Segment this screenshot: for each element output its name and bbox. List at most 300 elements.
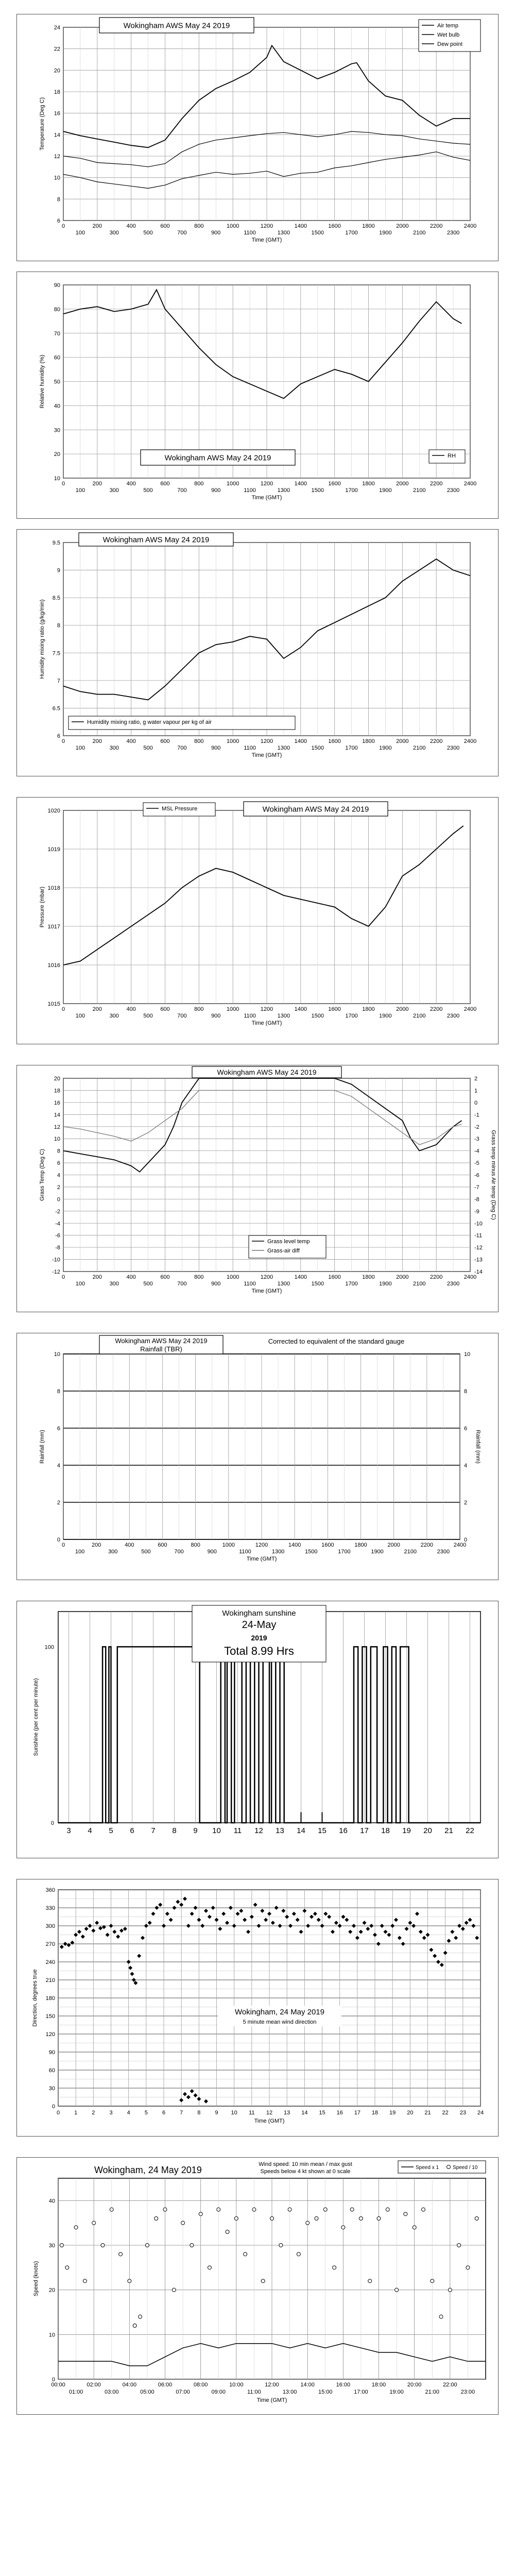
x-tick-label: 2200 bbox=[430, 481, 443, 487]
x-tick-label: 13:00 bbox=[282, 2389, 297, 2395]
y-tick-label: 1017 bbox=[47, 924, 60, 930]
speed-point bbox=[92, 2221, 96, 2225]
speed-point bbox=[297, 2252, 300, 2256]
y-tick-label: 150 bbox=[45, 2013, 55, 2020]
x-tick-label: 700 bbox=[174, 1549, 184, 1555]
y-tick-label: 20 bbox=[54, 1076, 60, 1082]
speed-point bbox=[404, 2212, 407, 2216]
x-tick-label: 1700 bbox=[338, 1549, 351, 1555]
x-tick-label: 800 bbox=[194, 1006, 204, 1012]
x-tick-label: 1900 bbox=[379, 745, 392, 751]
x-tick-label: 21:00 bbox=[425, 2389, 440, 2395]
legend-swatch bbox=[447, 2165, 451, 2169]
speed-point bbox=[74, 2226, 78, 2229]
x-tick-label: 02:00 bbox=[87, 2382, 101, 2388]
panel-wind-speed bbox=[16, 2157, 499, 2415]
y-tick-label: 7.5 bbox=[52, 650, 60, 657]
x-tick-label: 400 bbox=[125, 1542, 134, 1548]
chart-subtitle: Rainfall (TBR) bbox=[140, 1345, 182, 1353]
y2-tick-label: -7 bbox=[474, 1184, 479, 1191]
chart-note: Speeds below 4 kt shown at 0 scale bbox=[260, 2168, 351, 2175]
panel-wind-direction bbox=[16, 1879, 499, 2137]
x-tick-label: 10:00 bbox=[229, 2382, 244, 2388]
speed-point bbox=[128, 2279, 131, 2283]
x-tick-label: 1000 bbox=[226, 223, 239, 229]
x-tick-label: 500 bbox=[143, 745, 153, 751]
x-tick-label: 19 bbox=[389, 2110, 396, 2116]
y-tick-label: 10 bbox=[48, 2332, 55, 2338]
x-tick-label: 2000 bbox=[387, 1542, 400, 1548]
x-tick-label: 700 bbox=[177, 1013, 187, 1019]
x-tick-label: 0 bbox=[61, 1274, 65, 1280]
x-tick-label: 900 bbox=[211, 1013, 221, 1019]
x-tick-label: 100 bbox=[75, 1013, 85, 1019]
y-tick-label: -4 bbox=[55, 1221, 60, 1227]
y-axis-label: Humidity mixing ratio (g/kg/min) bbox=[39, 599, 45, 679]
speed-point bbox=[288, 2208, 291, 2211]
x-tick-label: 24 bbox=[477, 2110, 484, 2116]
y-tick-label: 1015 bbox=[47, 1001, 60, 1007]
x-tick-label: 21 bbox=[424, 2110, 431, 2116]
x-tick-label: 12:00 bbox=[265, 2382, 279, 2388]
x-tick-label: 2100 bbox=[413, 1281, 426, 1287]
y-tick-label: 1020 bbox=[47, 808, 60, 814]
y-tick-label: 0 bbox=[57, 1196, 60, 1203]
x-tick-label: 1300 bbox=[277, 1013, 290, 1019]
x-tick-label: 13 bbox=[284, 2110, 290, 2116]
x-tick-label: 2400 bbox=[464, 738, 477, 744]
x-tick-label: 12 bbox=[254, 1826, 263, 1835]
y-tick-label: 180 bbox=[45, 1995, 55, 2002]
x-tick-label: 900 bbox=[207, 1549, 217, 1555]
x-tick-label: 22:00 bbox=[443, 2382, 457, 2388]
speed-point bbox=[181, 2221, 185, 2225]
y-tick-label: 9 bbox=[57, 567, 60, 574]
x-tick-label: 1000 bbox=[226, 738, 239, 744]
x-tick-label: 1600 bbox=[328, 1274, 341, 1280]
speed-point bbox=[199, 2212, 202, 2216]
chart-title: Wokingham AWS May 24 2019 bbox=[123, 21, 230, 30]
y-tick-label: 22 bbox=[54, 46, 60, 53]
x-tick-label: 600 bbox=[160, 1274, 170, 1280]
speed-point bbox=[226, 2230, 229, 2234]
y-tick-label: 20 bbox=[48, 2287, 55, 2294]
x-tick-label: 1300 bbox=[277, 487, 290, 494]
y2-tick-label: -14 bbox=[474, 1269, 483, 1275]
y-tick-label: 4 bbox=[57, 1463, 60, 1469]
x-tick-label: 2100 bbox=[404, 1549, 417, 1555]
panel-mixing-ratio bbox=[16, 529, 499, 776]
chart-title: Wokingham sunshine bbox=[222, 1609, 296, 1618]
y-tick-label: 120 bbox=[45, 2031, 55, 2038]
x-tick-label: 9 bbox=[193, 1826, 198, 1835]
chart-pressure bbox=[17, 798, 498, 1044]
x-tick-label: 300 bbox=[109, 1281, 119, 1287]
x-tick-label: 2300 bbox=[447, 1013, 460, 1019]
x-tick-label: 1900 bbox=[371, 1549, 384, 1555]
x-tick-label: 900 bbox=[211, 745, 221, 751]
speed-point bbox=[190, 2244, 194, 2247]
speed-point bbox=[65, 2266, 69, 2269]
x-tick-label: 400 bbox=[126, 738, 136, 744]
y-tick-label: 8 bbox=[57, 1148, 60, 1155]
x-tick-label: 2000 bbox=[396, 738, 409, 744]
x-tick-label: 14:00 bbox=[300, 2382, 315, 2388]
x-tick-label: 800 bbox=[194, 481, 204, 487]
y-tick-label: 14 bbox=[54, 1112, 60, 1118]
y-tick-label: 24 bbox=[54, 25, 60, 31]
x-axis-label: Time (GMT) bbox=[254, 2118, 285, 2124]
x-tick-label: 0 bbox=[61, 481, 65, 487]
x-axis-label: Time (GMT) bbox=[251, 752, 282, 758]
legend-label: Grass level temp bbox=[267, 1239, 310, 1245]
x-axis-label: Time (GMT) bbox=[251, 495, 282, 501]
speed-point bbox=[261, 2279, 265, 2283]
x-tick-label: 2100 bbox=[413, 1013, 426, 1019]
legend-label: MSL Pressure bbox=[162, 806, 198, 812]
speed-point bbox=[413, 2226, 416, 2229]
x-tick-label: 1400 bbox=[294, 1274, 307, 1280]
x-tick-label: 1800 bbox=[362, 738, 375, 744]
x-tick-label: 1200 bbox=[260, 223, 273, 229]
y-tick-label: 40 bbox=[54, 403, 60, 410]
x-tick-label: 2200 bbox=[430, 738, 443, 744]
x-tick-label: 7 bbox=[151, 1826, 156, 1835]
x-tick-label: 2400 bbox=[453, 1542, 467, 1548]
x-tick-label: 1600 bbox=[328, 1006, 341, 1012]
panel-sunshine bbox=[16, 1601, 499, 1858]
x-tick-label: 700 bbox=[177, 745, 187, 751]
speed-point bbox=[350, 2208, 354, 2211]
x-tick-label: 2300 bbox=[447, 745, 460, 751]
legend-label: Humidity mixing ratio, g water vapour per kg of air bbox=[87, 719, 212, 725]
y-tick-label: 30 bbox=[48, 2086, 55, 2092]
y2-tick-label: -5 bbox=[474, 1160, 479, 1167]
y2-axis-label: Rainfall (mm) bbox=[475, 1430, 481, 1464]
speed-point bbox=[377, 2217, 381, 2221]
speed-point bbox=[244, 2252, 247, 2256]
chart-mixing-ratio bbox=[17, 530, 498, 776]
x-tick-label: 15:00 bbox=[318, 2389, 333, 2395]
speed-point bbox=[60, 2244, 63, 2247]
x-tick-label: 1400 bbox=[294, 738, 307, 744]
x-tick-label: 08:00 bbox=[193, 2382, 208, 2388]
panel-pressure bbox=[16, 797, 499, 1044]
x-tick-label: 1100 bbox=[244, 487, 256, 494]
y-tick-label: 4 bbox=[57, 1172, 60, 1179]
x-tick-label: 9 bbox=[215, 2110, 218, 2116]
legend bbox=[429, 450, 465, 463]
x-tick-label: 20 bbox=[407, 2110, 414, 2116]
x-tick-label: 1500 bbox=[311, 745, 324, 751]
y-axis-label: Pressure (mbar) bbox=[39, 886, 45, 928]
legend-label: Air temp bbox=[437, 23, 458, 29]
x-tick-label: 03:00 bbox=[104, 2389, 119, 2395]
x-tick-label: 300 bbox=[109, 487, 119, 494]
x-tick-label: 500 bbox=[141, 1549, 151, 1555]
x-tick-label: 100 bbox=[75, 1549, 85, 1555]
x-tick-label: 1900 bbox=[379, 487, 392, 494]
y-tick-label: 1019 bbox=[47, 846, 60, 853]
x-tick-label: 09:00 bbox=[211, 2389, 226, 2395]
x-tick-label: 1500 bbox=[311, 487, 324, 494]
speed-point bbox=[83, 2279, 87, 2283]
speed-point bbox=[341, 2226, 345, 2229]
x-tick-label: 1500 bbox=[311, 230, 324, 236]
x-tick-label: 2200 bbox=[420, 1542, 434, 1548]
x-tick-label: 1000 bbox=[226, 481, 239, 487]
y-tick-label: 90 bbox=[48, 2049, 55, 2056]
y2-tick-label: -6 bbox=[474, 1172, 479, 1179]
x-tick-label: 800 bbox=[194, 223, 204, 229]
x-tick-label: 17:00 bbox=[354, 2389, 368, 2395]
panel-rainfall bbox=[16, 1333, 499, 1580]
x-tick-label: 300 bbox=[108, 1549, 118, 1555]
x-tick-label: 2 bbox=[92, 2110, 95, 2116]
y-axis-label: Temperature (Deg C) bbox=[39, 97, 45, 151]
x-tick-label: 16 bbox=[339, 1826, 348, 1835]
x-tick-label: 1100 bbox=[239, 1549, 251, 1555]
x-tick-label: 100 bbox=[75, 1281, 85, 1287]
chart-rainfall bbox=[17, 1333, 498, 1580]
x-tick-label: 600 bbox=[160, 223, 170, 229]
y2-tick-label: 6 bbox=[464, 1426, 468, 1432]
speed-point bbox=[421, 2208, 425, 2211]
chart-title: Wokingham AWS May 24 2019 bbox=[115, 1337, 208, 1345]
x-tick-label: 100 bbox=[75, 745, 85, 751]
x-tick-label: 1200 bbox=[260, 1006, 273, 1012]
x-tick-label: 1600 bbox=[321, 1542, 334, 1548]
y-tick-label: 18 bbox=[54, 89, 60, 95]
x-tick-label: 17 bbox=[360, 1826, 369, 1835]
y2-tick-label: 0 bbox=[474, 1099, 478, 1106]
x-tick-label: 2000 bbox=[396, 223, 409, 229]
y2-tick-label: -4 bbox=[474, 1148, 479, 1155]
x-tick-label: 500 bbox=[143, 487, 153, 494]
x-tick-label: 1200 bbox=[260, 738, 273, 744]
x-tick-label: 21 bbox=[444, 1826, 453, 1835]
x-tick-label: 01:00 bbox=[68, 2389, 83, 2395]
y-tick-label: 20 bbox=[54, 67, 60, 74]
y-tick-label: 360 bbox=[45, 1887, 55, 1893]
speed-point bbox=[172, 2288, 176, 2292]
x-tick-label: 1300 bbox=[277, 1281, 290, 1287]
speed-point bbox=[279, 2244, 283, 2247]
y2-tick-label: -13 bbox=[474, 1257, 483, 1263]
y-tick-label: 12 bbox=[54, 1124, 60, 1130]
x-tick-label: 2200 bbox=[430, 1006, 443, 1012]
y-tick-label: -6 bbox=[55, 1232, 60, 1239]
x-tick-label: 2000 bbox=[396, 481, 409, 487]
x-tick-label: 1600 bbox=[328, 223, 341, 229]
x-tick-label: 1800 bbox=[362, 1006, 375, 1012]
speed-point bbox=[395, 2288, 399, 2292]
speed-point bbox=[306, 2221, 310, 2225]
x-tick-label: 2400 bbox=[464, 223, 477, 229]
x-tick-label: 2000 bbox=[396, 1006, 409, 1012]
speed-point bbox=[386, 2208, 389, 2211]
x-tick-label: 2000 bbox=[396, 1274, 409, 1280]
x-tick-label: 11 bbox=[233, 1826, 242, 1835]
x-tick-label: 22 bbox=[466, 1826, 474, 1835]
x-tick-label: 1300 bbox=[277, 230, 290, 236]
chart-wind-direction bbox=[17, 1879, 498, 2136]
x-tick-label: 2100 bbox=[413, 745, 426, 751]
x-tick-label: 6 bbox=[162, 2110, 166, 2116]
x-tick-label: 1500 bbox=[311, 1013, 324, 1019]
y-tick-label: 16 bbox=[54, 1099, 60, 1106]
x-tick-label: 0 bbox=[61, 1006, 65, 1012]
x-tick-label: 0 bbox=[61, 1542, 65, 1548]
x-tick-label: 15 bbox=[319, 2110, 325, 2116]
y-tick-label: 6 bbox=[57, 1160, 60, 1167]
x-tick-label: 300 bbox=[109, 745, 119, 751]
x-tick-label: 800 bbox=[191, 1542, 200, 1548]
y-tick-label: 6.5 bbox=[52, 705, 60, 712]
x-tick-label: 7 bbox=[180, 2110, 183, 2116]
y-tick-label: 30 bbox=[48, 2243, 55, 2249]
chart-title: Wokingham AWS May 24 2019 bbox=[217, 1068, 317, 1077]
x-tick-label: 4 bbox=[127, 2110, 130, 2116]
x-tick-label: 14 bbox=[301, 2110, 308, 2116]
chart-year: 2019 bbox=[251, 1634, 267, 1642]
x-tick-label: 11 bbox=[249, 2110, 255, 2116]
x-tick-label: 1500 bbox=[311, 1281, 324, 1287]
y-tick-label: 40 bbox=[48, 2198, 55, 2205]
x-tick-label: 2400 bbox=[464, 481, 477, 487]
x-tick-label: 11:00 bbox=[247, 2389, 261, 2395]
x-tick-label: 2200 bbox=[430, 1274, 443, 1280]
x-tick-label: 1100 bbox=[244, 1013, 256, 1019]
chart-note: Corrected to equivalent of the standard gauge bbox=[268, 1337, 405, 1345]
panel-air-temperature bbox=[16, 14, 499, 261]
speed-point bbox=[101, 2244, 105, 2247]
y-tick-label: -12 bbox=[52, 1269, 60, 1275]
x-tick-label: 13 bbox=[276, 1826, 284, 1835]
y-tick-label: 60 bbox=[54, 354, 60, 361]
panel-grass-temperature bbox=[16, 1065, 499, 1312]
x-tick-label: 4 bbox=[88, 1826, 92, 1835]
x-tick-label: 1000 bbox=[226, 1274, 239, 1280]
x-tick-label: 1700 bbox=[345, 487, 358, 494]
y2-tick-label: -3 bbox=[474, 1136, 479, 1143]
x-tick-label: 20 bbox=[423, 1826, 432, 1835]
panel-relative-humidity bbox=[16, 272, 499, 519]
x-tick-label: 1900 bbox=[379, 1281, 392, 1287]
x-tick-label: 400 bbox=[126, 1006, 136, 1012]
x-tick-label: 500 bbox=[143, 1013, 153, 1019]
y-tick-label: 30 bbox=[54, 427, 60, 434]
x-tick-label: 17 bbox=[354, 2110, 360, 2116]
x-tick-label: 1600 bbox=[328, 481, 341, 487]
y-tick-label: 10 bbox=[54, 1351, 60, 1358]
y-tick-label: 330 bbox=[45, 1905, 55, 1911]
x-tick-label: 800 bbox=[194, 1274, 204, 1280]
x-tick-label: 600 bbox=[158, 1542, 167, 1548]
speed-point bbox=[431, 2279, 434, 2283]
chart-title: Wokingham AWS May 24 2019 bbox=[102, 535, 210, 545]
y-tick-label: 2 bbox=[57, 1184, 60, 1191]
y-tick-label: 8 bbox=[57, 1388, 60, 1395]
chart-title: Wokingham AWS May 24 2019 bbox=[164, 453, 271, 463]
x-tick-label: 3 bbox=[109, 2110, 113, 2116]
x-tick-label: 1300 bbox=[277, 745, 290, 751]
y2-tick-label: 0 bbox=[464, 1537, 468, 1543]
x-tick-label: 600 bbox=[160, 1006, 170, 1012]
x-tick-label: 5 bbox=[144, 2110, 148, 2116]
speed-point bbox=[154, 2217, 158, 2221]
y-tick-label: -10 bbox=[52, 1257, 60, 1263]
speed-point bbox=[323, 2208, 327, 2211]
y2-tick-label: -1 bbox=[474, 1112, 479, 1118]
x-tick-label: 500 bbox=[143, 1281, 153, 1287]
legend-label: Speed x 1 bbox=[416, 2165, 439, 2171]
y-tick-label: 8 bbox=[57, 196, 60, 203]
x-tick-label: 1700 bbox=[345, 1013, 358, 1019]
x-axis-label: Time (GMT) bbox=[251, 237, 282, 243]
speed-point bbox=[133, 2324, 136, 2328]
y-tick-label: 8.5 bbox=[52, 595, 60, 602]
chart-title: Wokingham AWS May 24 2019 bbox=[262, 805, 369, 814]
x-tick-label: 600 bbox=[160, 738, 170, 744]
y-tick-label: 0 bbox=[52, 2377, 55, 2383]
x-tick-label: 400 bbox=[126, 1274, 136, 1280]
y2-tick-label: 10 bbox=[464, 1351, 471, 1358]
x-tick-label: 1800 bbox=[362, 1274, 375, 1280]
x-tick-label: 1800 bbox=[362, 481, 375, 487]
y-tick-label: 9.5 bbox=[52, 540, 60, 546]
y-tick-label: 12 bbox=[54, 154, 60, 160]
x-tick-label: 0 bbox=[61, 223, 65, 229]
y2-tick-label: 2 bbox=[464, 1500, 468, 1506]
speed-point bbox=[139, 2315, 142, 2318]
x-tick-label: 400 bbox=[126, 223, 136, 229]
x-tick-label: 200 bbox=[91, 1542, 101, 1548]
x-tick-label: 5 bbox=[109, 1826, 113, 1835]
speed-point bbox=[475, 2217, 478, 2221]
y-tick-label: 1018 bbox=[47, 885, 60, 891]
speed-point bbox=[252, 2208, 256, 2211]
y-axis-label: Relative humidity (%) bbox=[39, 354, 45, 409]
chart-air-temperature bbox=[17, 14, 498, 261]
y-tick-label: 0 bbox=[52, 2104, 55, 2110]
x-tick-label: 12 bbox=[266, 2110, 273, 2116]
x-tick-label: 16 bbox=[336, 2110, 343, 2116]
x-tick-label: 23:00 bbox=[460, 2389, 475, 2395]
x-tick-label: 07:00 bbox=[176, 2389, 190, 2395]
x-tick-label: 3 bbox=[66, 1826, 71, 1835]
y2-tick-label: 2 bbox=[474, 1076, 478, 1082]
y-tick-label: 300 bbox=[45, 1923, 55, 1929]
speed-point bbox=[208, 2266, 211, 2269]
y-tick-label: 60 bbox=[48, 2067, 55, 2074]
x-tick-label: 16:00 bbox=[336, 2382, 351, 2388]
x-tick-label: 2100 bbox=[413, 487, 426, 494]
x-tick-label: 2300 bbox=[447, 487, 460, 494]
y-tick-label: 1016 bbox=[47, 962, 60, 969]
y-tick-label: 6 bbox=[57, 1426, 60, 1432]
chart-total: Total 8.99 Hrs bbox=[224, 1645, 294, 1657]
y-tick-label: -2 bbox=[55, 1208, 60, 1215]
x-tick-label: 500 bbox=[143, 230, 153, 236]
y-tick-label: 10 bbox=[54, 175, 60, 181]
y2-axis-label: Grass temp minus Air temp (Deg C) bbox=[490, 1130, 496, 1220]
y-tick-label: 10 bbox=[54, 1136, 60, 1143]
x-tick-label: 23 bbox=[459, 2110, 466, 2116]
x-tick-label: 6 bbox=[130, 1826, 134, 1835]
x-tick-label: 300 bbox=[109, 230, 119, 236]
legend-label: Wet bulb bbox=[437, 32, 460, 38]
